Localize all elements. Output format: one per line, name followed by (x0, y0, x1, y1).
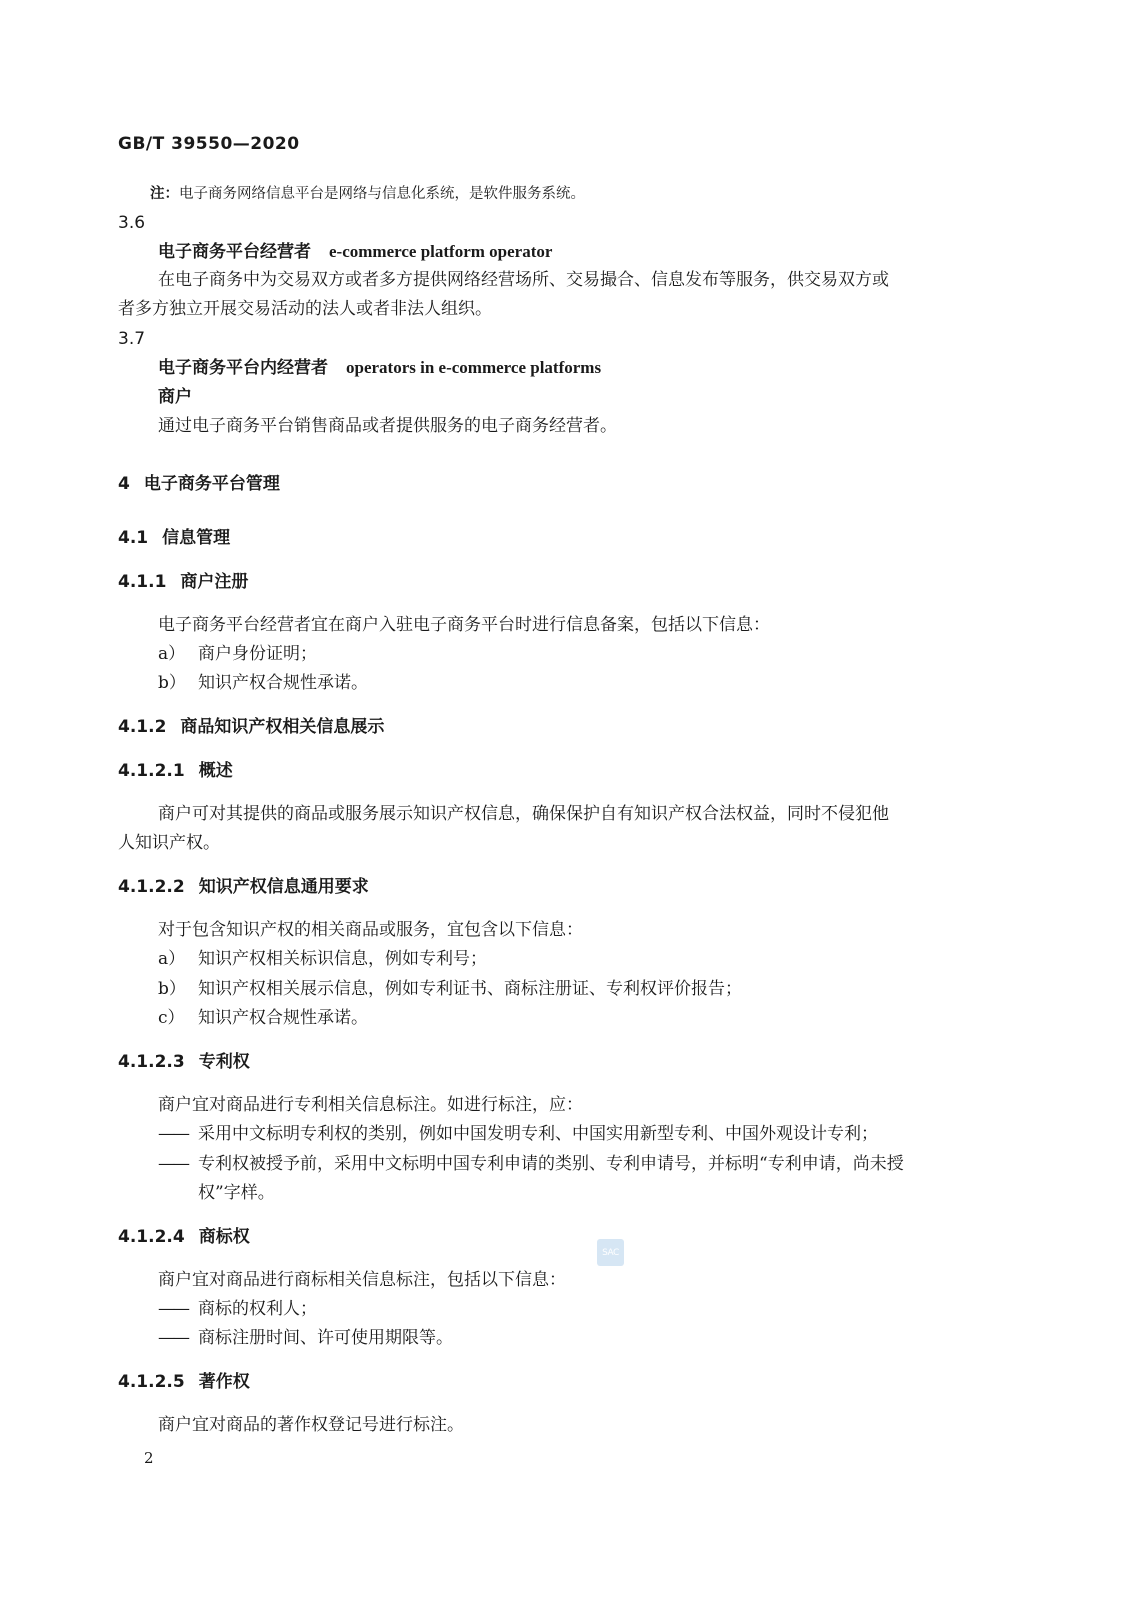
section-heading: 4.1.2.2 知识产权信息通用要求 (118, 877, 369, 897)
dash-item: —— 商标的权利人； (158, 1299, 317, 1319)
paragraph: 电子商务平台经营者宜在商户入驻电子商务平台时进行信息备案，包括以下信息： (158, 615, 770, 635)
term-number: 3.7 (118, 329, 146, 349)
list-item: b） 知识产权合规性承诺。 (158, 673, 368, 693)
paragraph: 商户宜对商品进行专利相关信息标注。如进行标注，应： (158, 1095, 583, 1115)
dash-item-continuation: 权”字样。 (198, 1183, 275, 1203)
watermark-logo: SAC (597, 1239, 624, 1266)
standard-number: GB/T 39550—2020 (118, 134, 300, 154)
paragraph: 对于包含知识产权的相关商品或服务，宜包含以下信息： (158, 920, 583, 940)
term-definition-line: 者多方独立开展交易活动的法人或者非法人组织。 (118, 299, 492, 319)
paragraph-line: 商户可对其提供的商品或服务展示知识产权信息，确保保护自有知识产权合法权益，同时不侵犯他 (158, 804, 889, 824)
note (150, 182, 585, 206)
page-number: 2 (144, 1449, 154, 1467)
section-heading: 4.1.2.5 著作权 (118, 1372, 250, 1392)
note-label: 注： (150, 186, 179, 202)
list-item: a） 知识产权相关标识信息，例如专利号； (158, 949, 487, 969)
paragraph-line: 人知识产权。 (118, 833, 220, 853)
section-heading: 4.1.2.4 商标权 (118, 1227, 250, 1247)
term-definition-line: 在电子商务中为交易双方或者多方提供网络经营场所、交易撮合、信息发布等服务，供交易双方或 (158, 270, 889, 290)
section-heading: 4.1.2.1 概述 (118, 761, 233, 781)
section-heading: 4.1 信息管理 (118, 528, 231, 548)
paragraph: 商户宜对商品的著作权登记号进行标注。 (158, 1415, 464, 1435)
section-heading: 4 电子商务平台管理 (118, 474, 280, 494)
term-en: operators in e-commerce platforms (346, 358, 602, 377)
term-heading (158, 240, 552, 264)
term-en: e-commerce platform operator (329, 242, 553, 261)
dash-item: —— 采用中文标明专利权的类别，例如中国发明专利、中国实用新型专利、中国外观设计专利； (158, 1124, 878, 1144)
term-definition-line: 通过电子商务平台销售商品或者提供服务的电子商务经营者。 (158, 416, 617, 436)
term-cn: 电子商务平台内经营者 (158, 358, 328, 378)
term-cn: 电子商务平台经营者 (158, 242, 311, 262)
list-item: c） 知识产权合规性承诺。 (158, 1008, 368, 1028)
section-heading: 4.1.2 商品知识产权相关信息展示 (118, 717, 385, 737)
paragraph: 商户宜对商品进行商标相关信息标注，包括以下信息： (158, 1270, 566, 1290)
list-item: a） 商户身份证明； (158, 644, 317, 664)
term-synonym: 商户 (158, 387, 192, 407)
term-number: 3.6 (118, 213, 146, 233)
section-heading: 4.1.1 商户注册 (118, 572, 249, 592)
dash-item: —— 专利权被授予前，采用中文标明中国专利申请的类别、专利申请号，并标明“专利申请，尚未授 (158, 1154, 904, 1174)
section-heading: 4.1.2.3 专利权 (118, 1052, 250, 1072)
term-heading (158, 356, 601, 380)
note-text: 电子商务网络信息平台是网络与信息化系统，是软件服务系统。 (179, 186, 585, 202)
list-item: b） 知识产权相关展示信息，例如专利证书、商标注册证、专利权评价报告； (158, 979, 742, 999)
dash-item: —— 商标注册时间、许可使用期限等。 (158, 1328, 453, 1348)
